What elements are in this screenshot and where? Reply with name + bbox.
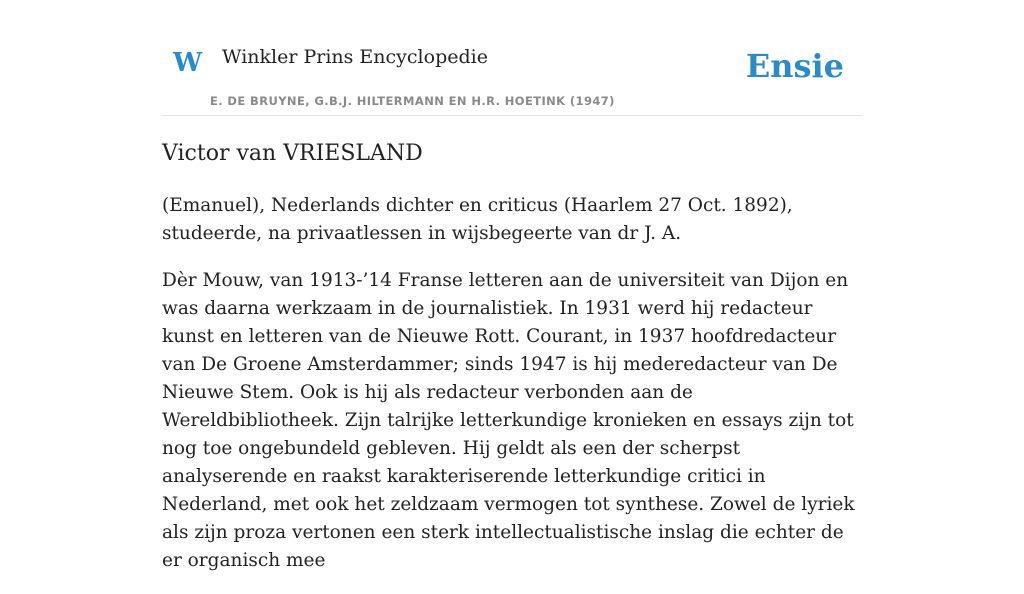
ensie-logo-link[interactable]: Ensie (745, 47, 844, 85)
article-title: Victor van VRIESLAND (162, 141, 423, 166)
publication-logo[interactable]: W (173, 48, 203, 78)
article-paragraph-2: Dèr Mouw, van 1913-’14 Franse letteren aan de universiteit van Dijon en was daarna werkzaam in de journalistiek. In 1931 werd hij redacteur kunst en letteren van de Nieuwe Rott. Courant, in 1937 hoofdredacteur van De Groene Amsterdammer; sinds 1947 is hij mederedacteur van De Nieuwe Stem. Ook is hij als redacteur verbonden aan de Wereldbibliotheek. Zijn talrijke letterkundige kronieken en essays zijn tot nog toe ongebundeld gebleven. Hij geldt als een der scherpst analyserende en raakst karakteriserende letterkundige critici in Nederland, met ook het zeldzaam vermogen tot synthese. Zowel de lyriek als zijn proza vertonen een sterk intellectualistische inslag die echter de er organisch mee (162, 270, 855, 571)
publication-title[interactable]: Winkler Prins Encyclopedie (222, 46, 488, 68)
article-paragraph-1: (Emanuel), Nederlands dichter en criticus (Haarlem 27 Oct. 1892), studeerde, na privaatlessen in wijsbegeerte van dr J. A. (162, 195, 793, 244)
publication-authors: E. DE BRUYNE, G.B.J. HILTERMANN EN H.R. HOETINK (1947) (210, 94, 615, 108)
article (162, 138, 862, 594)
site-header (162, 0, 862, 116)
